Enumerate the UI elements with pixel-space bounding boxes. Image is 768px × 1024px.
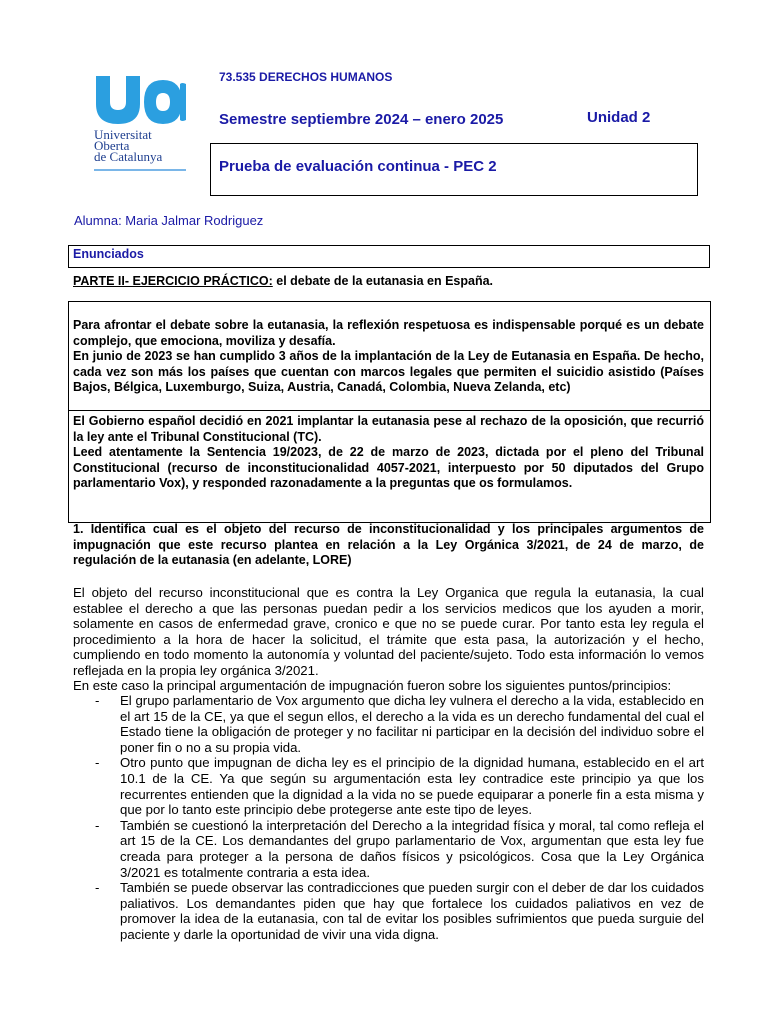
- course-code: 73.535 DERECHOS HUMANOS: [219, 70, 393, 84]
- list-item: [73, 755, 704, 817]
- answer-paragraph-1: El objeto del recurso inconstitucional que es contra la Ley Organica que regula la eutanasia, la cual establee el derecho a que las personas puedan pedir a los servicios medicos que los ayuden a morir, solamente en casos de enfermedad grave, cronico e que no se puede curar. Por tanto esta ley regula el procedimiento a la hora de hacer la solicitud, el trámite que esta pasa, la autorización y el hecho, cumpliendo en todo momento la autonomía y voluntad del paciente/sujeto. Todo esta información lo vemos reflejada en la propia ley orgánica 3/2021.: [73, 585, 704, 678]
- enunciados-box: [68, 245, 710, 268]
- list-item-text: También se puede observar las contradicciones que pueden surgir con el deber de dar los cuidados paliativos. Los demandantes piden que hay que fortalece los cuidados paliativos en vez de promover la idea de la eutanasia, con tal de evitar los posibles sufrimientos que pueda surguie del paciente y darle la oportunidad de vivir una vida digna.: [120, 880, 704, 942]
- logo-line-1: Universitat: [94, 127, 152, 142]
- argument-list: [73, 693, 704, 943]
- student-name: Alumna: Maria Jalmar Rodriguez: [74, 213, 264, 228]
- logo-line-2: Oberta: [94, 138, 130, 153]
- question-1: 1. Identifica cual es el objeto del recurso de inconstitucionalidad y los principales argumentos de impugnación que este recurso plantea en relación a la Ley Orgánica 3/2021, de 24 de marzo, de regulación de la eutanasia (en adelante, LORE): [73, 522, 704, 568]
- statement-paragraph-1: Para afrontar el debate sobre la eutanasia, la reflexión respetuosa es indispensable porqué es un debate complejo, que emociona, moviliza y desafía.: [73, 318, 704, 348]
- statement-paragraph-4: Leed atentamente la Sentencia 19/2023, de 22 de marzo de 2023, dictada por el pleno del Tribunal Constitucional (recurso de inconstitucionalidad 4057-2021, interpuesto por 50 diputados del Grupo parlamentario Vox), y responded razonadamente a la preguntas que os formulamos.: [73, 445, 704, 491]
- logo-underline: [94, 169, 186, 171]
- list-item-text: El grupo parlamentario de Vox argumento que dicha ley vulnera el derecho a la vida, establecido en el art 15 de la CE, ya que el segun ellos, el derecho a la vida es un derecho fundamental del cual el Estado tiene la obligación de proteger y no facilitar ni participar en la decisión del individuo sobre el poner fin o no a su propia vida.: [120, 693, 704, 755]
- list-item-text: Otro punto que impugnan de dicha ley es el principio de la dignidad humana, establecido en el art 10.1 de la CE. Ya que según su argumentación esta ley contradice este principio ya que los recurrentes entienden que la dignidad a la vida no se puede equiparar a ponerle fin a esta misma y que por lo tanto este principio debe protegerse ante este tipo de leyes.: [120, 755, 704, 818]
- list-item: [73, 880, 704, 942]
- assessment-title: Prueba de evaluación continua - PEC 2: [219, 158, 497, 175]
- list-item-text: También se cuestionó la interpretación del Derecho a la integridad física y moral, tal como refleja el art 15 de la CE. Los demandantes del grupo parlamentario de Vox, argumentan que esta ley fue creada para proteger a la persona de daños físicos y psicológicos. Cosa que la Ley Orgánica 3/2021 es totalmente contraria a esta idea.: [120, 817, 704, 880]
- semester-title: Semestre septiembre 2024 – enero 2025: [219, 111, 504, 128]
- uoc-logo-mark: [94, 76, 186, 126]
- unit-label: Unidad 2: [587, 109, 651, 126]
- enunciados-heading: Enunciados: [73, 247, 144, 261]
- bullet-marker: -: [95, 817, 100, 833]
- list-item: [73, 693, 704, 755]
- answer-paragraph-2: En este caso la principal argumentación de impugnación fueron sobre los siguientes puntos/principios:: [73, 678, 672, 693]
- parte-text: el debate de la eutanasia en España.: [272, 274, 494, 288]
- bullet-marker: -: [95, 880, 100, 896]
- statement-paragraph-2: En junio de 2023 se han cumplido 3 años de la implantación de la Ley de Eutanasia en España. De hecho, cada vez son más los países que cuentan con marcos legales que permiten el suicidio asistido (Países Bajos, Bélgica, Luxemburgo, Suiza, Austria, Canadá, Colombia, Nueva Zelanda, etc): [73, 349, 704, 395]
- list-item: [73, 818, 704, 880]
- bullet-marker: -: [95, 755, 100, 771]
- logo-line-3: de Catalunya: [94, 149, 163, 164]
- parte-heading: [73, 274, 493, 288]
- uoc-logo: [94, 76, 186, 174]
- parte-label: PARTE II- EJERCICIO PRÁCTICO:: [73, 274, 273, 288]
- bullet-marker: -: [95, 693, 100, 708]
- statement-paragraph-3: El Gobierno español decidió en 2021 implantar la eutanasia pese al rechazo de la oposición, que recurrió la ley ante el Tribunal Constitucional (TC).: [73, 414, 704, 444]
